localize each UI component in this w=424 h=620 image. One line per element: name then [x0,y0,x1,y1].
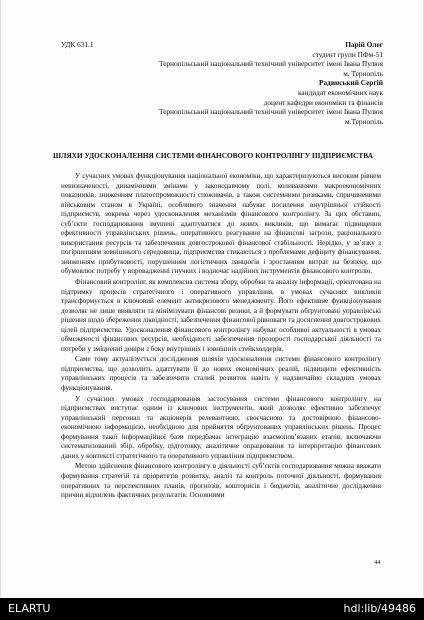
paragraph: У сучасних умовах господарювання застосування системи фінансового контролінгу на підприємствах виступає одним із ключових інструментів, який дозволяє ефективно забезпечує управлінський персонал та акціонерів релевантною, своєчасною та достовірною фінансово-економічною інформацією, необхідною для прийняття обґрунтованих управлінських рішень. Процес формування такої інформаційної бази передбачає інтеграцію взаємопов’язаних етапів, включаючи систематизований збір, обробку, підготовку, аналітичне опрацювання та інтерпретацію фінансових даних у контексті стратегічного та оперативного управління підприємством. [61,394,381,460]
paragraph: Фінансовий контролінг, як комплексна система збору, обробки та аналізу інформації, орієнтована на підтримку процесів стратегічного і оперативного управління, в умовах сучасних викликів трансформується в ключовий елемент антикризового менеджменту. Його ефективне функціонування дозволяє не лише виявляти та мінімізувати фінансові ризики, а й формувати обґрунтовані управлінські рішення щодо збереження ліквідності, забезпечення фінансової рівноваги та досягнення довгострокових цілей підприємства. Удосконалення фінансового контролінгу набуває особливої актуальності в умовах обмеженості фінансових ресурсів, необхідності забезпечення прозорості господарської діяльності та потреби у зміцненні довіри з боку внутрішніх і зовнішніх стейкхолдерів. [61,278,381,353]
author-city: м. Тернопіль [343,68,383,78]
article-title: ШЛЯХИ УДОСКОНАЛЕННЯ СИСТЕМИ ФІНАНСОВОГО КОНТРОЛІНГУ ПІДПРИЄМСТВА [53,151,373,160]
footer-repository-label: ELARTU [8,602,51,615]
paragraph: У сучасних умовах функціонування національної економіки, що характеризуються високим рівнем невизначеності, динамічними змінами у законодавчому полі, коливаннями макроекономічних показників, зниженням платоспроможності споживачів, а також системними ризиками, спричиненими військовим станом в Україні, особливого значення набуває посилення внутрішньої стійкості підприємств, зокрема через удосконалення механізмів фінансового контролінгу. За цих обставин, суб’єкти господарювання змушені адаптуватися до нових викликів, що вимагає підвищення ефективності управлінських рішень, оперативного реагування на фінансові загрози, раціонального використання ресурсів та забезпечення довгострокової фінансової стабільності. Нерідко, у зв’язку з погіршенням зовнішнього середовища, підприємства стикаються з проблемами дефіциту фінансування, зниженням прибутковості, порушенням логістичних ланцюгів і зростанням витрат на безпеку, що обумовлює потребу у впровадженні гнучких і водночас надійних інструментів фінансового контролю. [61,172,381,276]
footer-bar [0,598,424,620]
paragraph: Метою здійснення фінансового контролінгу в діяльності суб’єктів господарювання можна вважати формування стратегій та пріоритетів розвитку, аналіз та контроль поточної діяльності, формування оперативних та перспективних планів, прогнозів, кошторисів і бюджетів, аналітичне дослідження причин відхилень фактичних результатів. Основними [61,462,381,500]
page-number: 44 [374,559,381,566]
author-block [53,40,383,126]
author-city: м.Тернопіль [345,116,383,126]
author-position: доцент кафедри економіки та фінансів [263,97,383,107]
author-university: Тернопільський національний технічний університет імені Івана Пулюя [159,59,383,69]
udk-code: УДК 631.1 [61,40,94,49]
footer-handle-label: hdl:lib/49486 [343,602,416,615]
author-position: студент групи ПФм-51 [312,49,383,59]
paragraph: Саме тому актуалізується дослідження шляхів удосконалення системи фінансового контролінгу підприємства, що дозволить адаптувати її до нових економічних реалій, підвищити ефективність управлінських процесів та забезпечити сталий розвиток навіть у надзвичайно складних умовах функціонування. [61,355,381,393]
author-name: Парій Олег [345,40,383,49]
author-university: Тернопільський національний технічний університет імені Івана Пулюя [159,107,383,117]
article-body [61,172,381,502]
author-degree: кандидат економічних наук [297,87,383,97]
author-name: Радинський Сергій [319,78,383,88]
